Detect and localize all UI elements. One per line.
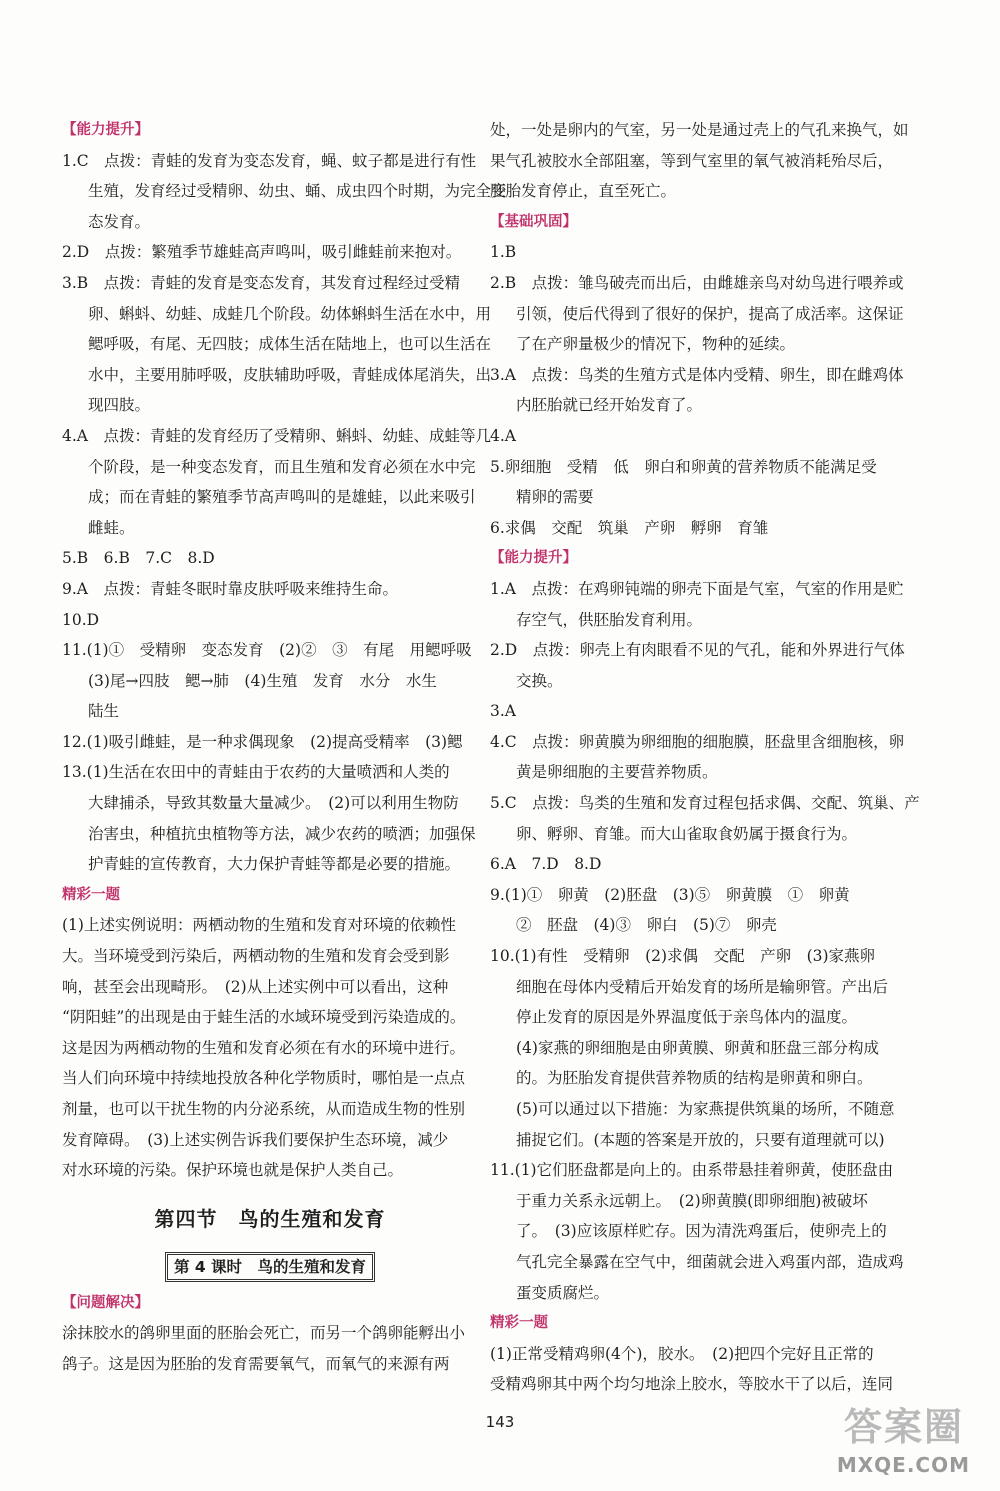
text-line: 了在产卵量极少的情况下，物种的延续。 <box>516 335 796 354</box>
answer-item <box>490 1155 910 1308</box>
answer-item <box>490 421 910 452</box>
text-line: 5.卵细胞 受精 低 卵白和卵黄的营养物质不能满足受 <box>490 457 877 476</box>
section-tag-basic: 【基础巩固】 <box>490 213 577 230</box>
answer-item <box>490 849 910 880</box>
text-line: 1.A 点拨：在鸡卵钝端的卵壳下面是气室，气室的作用是贮 <box>490 579 904 598</box>
watermark-logo: 答案圈 <box>843 1405 964 1449</box>
text-line: 涂抹胶水的鸽卵里面的胚胎会死亡，而另一个鸽卵能孵出小 <box>62 1324 466 1343</box>
text-line: 1.B <box>490 243 517 262</box>
text-line: (3)尾→四肢 鳃→肺 (4)生殖 发育 水分 水生 <box>88 671 437 690</box>
text-line: 捕捉它们。(本题的答案是开放的，只要有道理就可以) <box>516 1130 885 1149</box>
text-line: “阴阳蛙”的出现是由于蛙生活的水域环境受到污染造成的。 <box>62 1008 466 1027</box>
problem-answer <box>62 1318 478 1379</box>
text-line: 11.(1)它们胚盘都是向上的。由系带悬挂着卵黄，使胚盘由 <box>490 1161 894 1180</box>
text-line: 对水环境的污染。保护环境也就是保护人类自己。 <box>62 1161 404 1180</box>
text-line: 护青蛙的宣传教育，大力保护青蛙等都是必要的措施。 <box>88 855 461 874</box>
text-line: 鳃呼吸，有尾、无四肢；成体生活在陆地上，也可以生活在 <box>88 335 492 354</box>
text-line: (4)家燕的卵细胞是由卵黄膜、卵黄和胚盘三部分构成 <box>516 1038 879 1057</box>
text-line: 2.B 点拨：雏鸟破壳而出后，由雌雄亲鸟对幼鸟进行喂养或 <box>490 273 904 292</box>
answer-item <box>62 146 507 238</box>
answer-item <box>62 727 478 758</box>
text-line: 交换。 <box>516 671 563 690</box>
text-line: 12.(1)吸引雌蛙，是一种求偶现象 (2)提高受精率 (3)鳃 <box>62 732 463 751</box>
text-line: 6.A 7.D 8.D <box>490 855 602 874</box>
text-line: 发育障碍。 (3)上述实例告诉我们要保护生态环境，减少 <box>62 1130 449 1149</box>
text-line: 了。 (3)应该原样贮存。因为清洗鸡蛋后，使卵壳上的 <box>516 1222 887 1241</box>
text-line: 水中，主要用肺呼吸，皮肤辅助呼吸，青蛙成体尾消失，出 <box>88 365 492 384</box>
text-line: 9.(1)① 卵黄 (2)胚盘 (3)⑤ 卵黄膜 ① 卵黄 <box>490 885 850 904</box>
answer-item <box>490 268 910 360</box>
text-line: 果气孔被胶水全部阻塞，等到气室里的氧气被消耗殆尽后， <box>490 151 894 170</box>
text-line: 4.A <box>490 426 516 445</box>
text-line: 态发育。 <box>88 212 151 231</box>
text-line: 生殖，发育经过受精卵、幼虫、蛹、成虫四个时期，为完全变 <box>88 182 507 201</box>
text-line: 气孔完全暴露在空气中，细菌就会进入鸡蛋内部，造成鸡 <box>516 1252 904 1271</box>
right-column <box>490 115 920 1400</box>
answer-item <box>490 941 910 1155</box>
answer-item <box>490 880 910 941</box>
text-line: 蛋变质腐烂。 <box>516 1283 610 1302</box>
text-line: 胚胎发育停止，直至死亡。 <box>490 182 677 201</box>
text-line: 10.(1)有性 受精卵 (2)求偶 交配 产卵 (3)家燕卵 <box>490 947 876 966</box>
section-tag-ability: 【能力提升】 <box>62 122 149 138</box>
text-line: 卵、孵卵、育雏。而大山雀取食奶属于摄食行为。 <box>516 824 858 843</box>
text-line: 处，一处是卵内的气室，另一处是通过壳上的气孔来换气，如 <box>490 121 909 139</box>
text-line: 1.C 点拨：青蛙的发育为变态发育，蝇、蚊子都是进行有性 <box>62 151 477 170</box>
text-line: 鸽子。这是因为胚胎的发育需要氧气，而氧气的来源有两 <box>62 1354 450 1373</box>
answer-item <box>490 360 910 421</box>
answer-item <box>490 788 920 849</box>
text-line: 2.D 点拨：卵壳上有肉眼看不见的气孔，能和外界进行气体 <box>490 641 905 660</box>
text-line: 治害虫，种植抗虫植物等方法，减少农药的喷洒；加强保 <box>88 824 476 843</box>
answer-item <box>490 237 910 268</box>
text-line: 响，甚至会出现畸形。 (2)从上述实例中可以看出，这种 <box>62 977 449 996</box>
answer-item <box>62 543 478 574</box>
text-line: 现四肢。 <box>88 396 151 415</box>
text-line: 存空气，供胚胎发育利用。 <box>516 610 703 629</box>
answer-item <box>62 635 478 727</box>
answer-item <box>62 421 491 543</box>
text-line: 4.C 点拨：卵黄膜为卵细胞的细胞膜，胚盘里含细胞核，卵 <box>490 732 905 751</box>
watermark-url: MXQE.COM <box>836 1453 970 1477</box>
answer-item <box>490 727 910 788</box>
text-line: 陆生 <box>88 702 120 721</box>
text-line: 受精鸡卵其中两个均匀地涂上胶水，等胶水干了以后，连同 <box>490 1375 894 1394</box>
text-line: 2.D 点拨：繁殖季节雄蛙高声鸣叫，吸引雌蛙前来抱对。 <box>62 243 462 262</box>
highlight-answer <box>62 910 478 1185</box>
answer-item <box>490 574 910 635</box>
text-line: 11.(1)① 受精卵 变态发育 (2)② ③ 有尾 用鳃呼吸 <box>62 641 472 660</box>
answer-item <box>62 574 478 605</box>
text-line: ② 胚盘 (4)③ 卵白 (5)⑦ 卵壳 <box>516 916 777 935</box>
section-tag-highlight: 精彩一题 <box>490 1315 548 1332</box>
text-line: 13.(1)生活在农田中的青蛙由于农药的大量喷洒和人类的 <box>62 763 450 782</box>
text-line: 细胞在母体内受精后开始发育的场所是输卵管。产出后 <box>516 977 889 996</box>
answer-item <box>62 605 478 636</box>
section-title: 第四节 鸟的生殖和发育 <box>154 1206 386 1231</box>
answer-item <box>62 268 492 421</box>
text-line: 10.D <box>62 610 100 629</box>
lesson-title: 第 4 课时 鸟的生殖和发育 <box>167 1254 373 1280</box>
answer-item <box>62 757 478 879</box>
text-line: 6.求偶 交配 筑巢 产卵 孵卵 育雏 <box>490 518 769 537</box>
text-line: 4.A 点拨：青蛙的发育经历了受精卵、蝌蚪、幼蛙、成蛙等几 <box>62 426 491 445</box>
text-line: 这是因为两栖动物的生殖和发育必须在有水的环境中进行。 <box>62 1038 466 1057</box>
text-line: (1)上述实例说明：两栖动物的生殖和发育对环境的依赖性 <box>62 916 456 935</box>
text-line: 内胚胎就已经开始发育了。 <box>516 396 703 415</box>
text-line: 当人们向环境中持续地投放各种化学物质时，哪怕是一点点 <box>62 1069 466 1088</box>
text-line: 5.B 6.B 7.C 8.D <box>62 549 215 568</box>
answer-item <box>62 237 478 268</box>
text-line: 成；而在青蛙的繁殖季节高声鸣叫的是雄蛙，以此来吸引 <box>88 488 476 507</box>
problem-answer-continued <box>490 115 910 207</box>
text-line: 大肆捕杀，导致其数量大量减少。 (2)可以利用生物防 <box>88 794 459 813</box>
text-line: (1)正常受精鸡卵(4个)，胶水。 (2)把四个完好且正常的 <box>490 1344 874 1363</box>
text-line: 黄是卵细胞的主要营养物质。 <box>516 763 718 782</box>
text-line: 3.B 点拨：青蛙的发育是变态发育，其发育过程经过受精 <box>62 273 461 292</box>
lesson-title-box <box>62 1252 478 1282</box>
page-number: 143 <box>485 1413 515 1431</box>
answer-item <box>490 513 910 544</box>
text-line: 卵、蝌蚪、幼蛙、成蛙几个阶段。幼体蝌蚪生活在水中，用 <box>88 304 492 323</box>
section-tag-highlight: 精彩一题 <box>62 886 120 903</box>
answer-item <box>490 635 910 696</box>
text-line: 3.A 点拨：鸟类的生殖方式是体内受精、卵生，即在雌鸡体 <box>490 365 904 384</box>
text-line: 9.A 点拨：青蛙冬眠时靠皮肤呼吸来维持生命。 <box>62 579 398 598</box>
highlight-answer <box>490 1339 910 1400</box>
text-line: 引领，使后代得到了很好的保护，提高了成活率。这保证 <box>516 304 904 323</box>
text-line: (5)可以通过以下措施：为家燕提供筑巢的场所，不随意 <box>516 1100 895 1118</box>
section-tag-problem: 【问题解决】 <box>62 1294 149 1311</box>
text-line: 雌蛙。 <box>88 518 135 537</box>
text-line: 的。为胚胎发育提供营养物质的结构是卵黄和卵白。 <box>516 1069 873 1088</box>
text-line: 5.C 点拨：鸟类的生殖和发育过程包括求偶、交配、筑巢、产 <box>490 794 920 813</box>
text-line: 停止发育的原因是外界温度低于亲鸟体内的温度。 <box>516 1008 858 1027</box>
text-line: 精卵的需要 <box>516 488 594 507</box>
text-line: 3.A <box>490 702 516 721</box>
text-line: 于重力关系永远朝上。 (2)卵黄膜(即卵细胞)被破坏 <box>516 1191 868 1210</box>
answer-item <box>490 696 910 727</box>
text-line: 个阶段，是一种变态发育，而且生殖和发育必须在水中完 <box>88 457 476 476</box>
text-line: 剂量，也可以干扰生物的内分泌系统，从而造成生物的性别 <box>62 1100 466 1118</box>
section-tag-ability: 【能力提升】 <box>490 550 577 567</box>
text-line: 大。当环境受到污染后，两栖动物的生殖和发育会受到影 <box>62 947 450 966</box>
answer-item <box>490 452 910 513</box>
